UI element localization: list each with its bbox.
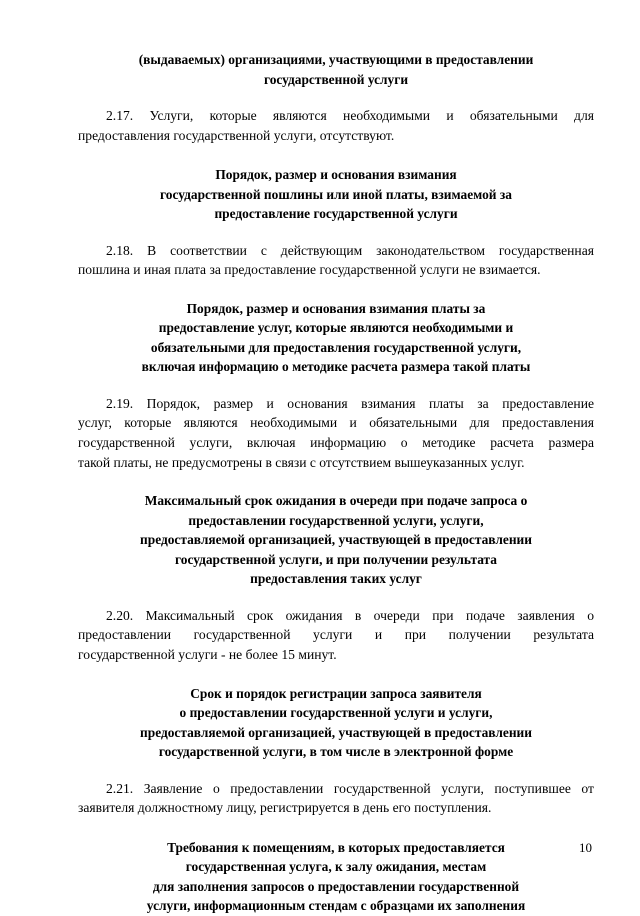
section-heading bbox=[78, 50, 594, 89]
paragraph-2-17 bbox=[78, 106, 594, 145]
paragraph-line: предоставлении государственной услуги и при получении результата bbox=[78, 627, 594, 643]
section-heading bbox=[78, 165, 594, 224]
heading-line: Срок и порядок регистрации запроса заявителя bbox=[190, 685, 482, 701]
heading-line: предоставления таких услуг bbox=[250, 571, 422, 587]
heading-line: Порядок, размер и основания взимания bbox=[215, 167, 457, 183]
paragraph-line: 2.18. В соответствии с действующим законодательством государственная bbox=[106, 242, 594, 258]
paragraph-line: заявителя должностному лицу, регистрируется в день его поступления. bbox=[78, 800, 492, 816]
document-page bbox=[78, 50, 594, 916]
heading-line: предоставляемой организацией, участвующей в предоставлении bbox=[140, 532, 532, 548]
heading-line: Порядок, размер и основания взимания платы за bbox=[186, 300, 486, 316]
heading-line: о предоставлении государственной услуги и услуги, bbox=[179, 705, 493, 721]
section-heading bbox=[78, 684, 594, 762]
paragraph-2-20 bbox=[78, 606, 594, 665]
heading-line: включая информацию о методике расчета размера такой платы bbox=[141, 359, 531, 375]
heading-line: Требования к помещениям, в которых предоставляется bbox=[167, 839, 505, 855]
paragraph-line: 2.19. Порядок, размер и основания взимания платы за предоставление bbox=[106, 395, 594, 411]
heading-line: услуги, информационным стендам с образцами их заполнения bbox=[146, 898, 526, 914]
heading-line: (выдаваемых) организациями, участвующими в предоставлении bbox=[138, 52, 534, 67]
paragraph-line: услуг, которые являются необходимыми и обязательными для предоставления bbox=[78, 415, 594, 431]
heading-line: предоставление государственной услуги bbox=[214, 206, 458, 222]
paragraph-line: государственной услуги, включая информацию о методике расчета размера bbox=[78, 435, 594, 451]
heading-line: предоставление услуг, которые являются необходимыми и bbox=[158, 320, 514, 336]
paragraph-2-19 bbox=[78, 394, 594, 472]
paragraph-line: предоставления государственной услуги, отсутствуют. bbox=[78, 127, 395, 143]
heading-line: государственной услуги, в том числе в электронной форме bbox=[158, 744, 514, 760]
section-heading bbox=[78, 299, 594, 377]
section-heading bbox=[78, 491, 594, 589]
paragraph-line: государственной услуги - не более 15 минут. bbox=[78, 646, 337, 662]
paragraph-2-21 bbox=[78, 779, 594, 818]
paragraph-2-18 bbox=[78, 241, 594, 280]
heading-line: Максимальный срок ожидания в очереди при подаче запроса о bbox=[144, 493, 528, 509]
heading-line: обязательными для предоставления государственной услуги, bbox=[150, 339, 522, 355]
heading-line: государственной услуги bbox=[263, 71, 409, 87]
heading-line: государственной пошлины или иной платы, взимаемой за bbox=[160, 186, 512, 202]
page-number: 10 bbox=[579, 840, 592, 855]
paragraph-line: 2.21. Заявление о предоставлении государственной услуги, поступившее от bbox=[106, 780, 594, 796]
paragraph-line: такой платы, не предусмотрены в связи с отсутствием вышеуказанных услуг. bbox=[78, 454, 525, 470]
paragraph-line: 2.20. Максимальный срок ожидания в очереди при подаче заявления о bbox=[106, 607, 594, 623]
heading-line: государственная услуга, к залу ожидания, местам bbox=[185, 859, 487, 875]
paragraph-line: 2.17. Услуги, которые являются необходимыми и обязательными для bbox=[106, 108, 594, 123]
section-heading bbox=[78, 838, 594, 916]
heading-line: предоставляемой организацией, участвующей в предоставлении bbox=[140, 724, 532, 740]
heading-line: для заполнения запросов о предоставлении государственной bbox=[152, 878, 520, 894]
heading-line: государственной услуги, и при получении результата bbox=[175, 551, 497, 567]
heading-line: предоставлении государственной услуги, услуги, bbox=[188, 512, 484, 528]
paragraph-line: пошлина и иная плата за предоставление государственной услуги не взимается. bbox=[78, 262, 541, 278]
